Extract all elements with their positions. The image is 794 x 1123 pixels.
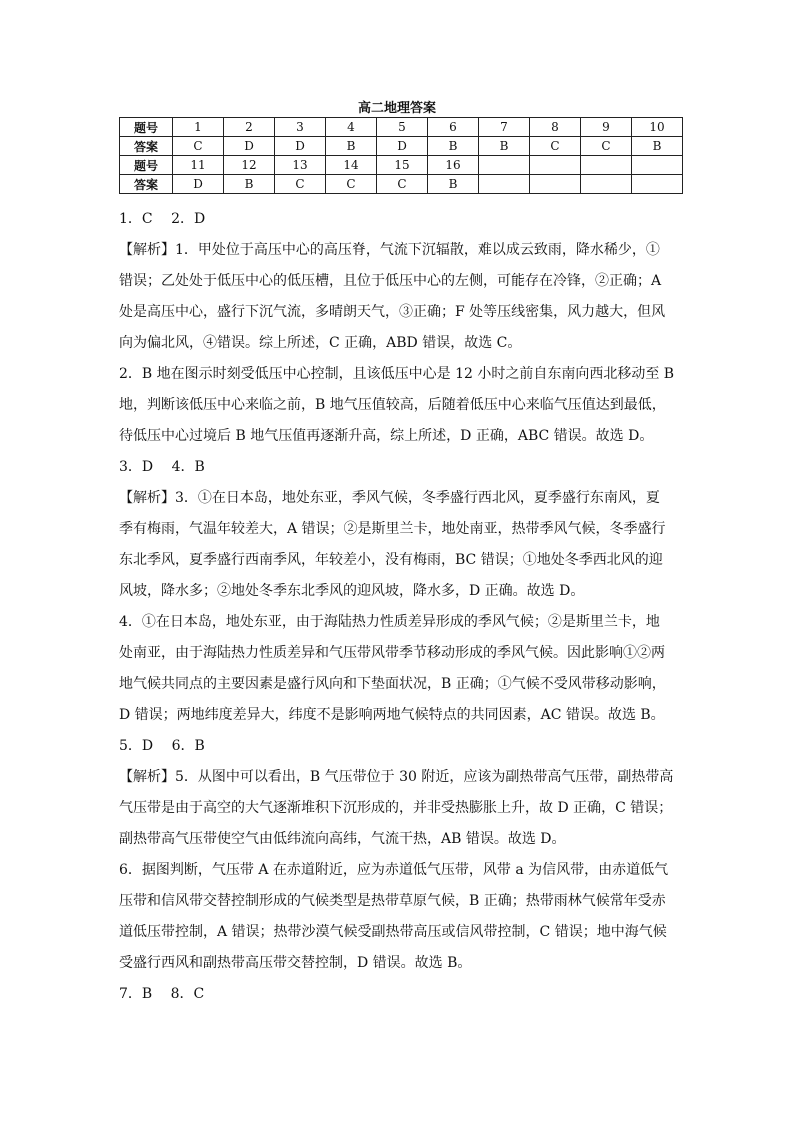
row-header-question: 题号: [120, 118, 173, 137]
table-cell: B: [428, 137, 479, 156]
table-cell: D: [377, 137, 428, 156]
table-row: [120, 156, 683, 175]
table-cell: [632, 175, 683, 194]
text-line: 4．①在日本岛，地处东亚，由于海陆热力性质差异形成的季风气候；②是斯里兰卡，地: [119, 614, 660, 630]
table-cell: C: [530, 137, 581, 156]
table-cell: [530, 175, 581, 194]
answer-explanations: [119, 204, 675, 1010]
text-line: 5．D 6．B: [119, 738, 205, 754]
text-line: 风坡，降水多；②地处冬季东北季风的迎风坡，降水多，D 正确。故选 D。: [119, 583, 585, 599]
table-cell: D: [224, 137, 275, 156]
text-line: 地气候共同点的主要因素是盛行风向和下垫面状况，B 正确；①气候不受风带移动影响，: [119, 676, 666, 692]
table-cell: 16: [428, 156, 479, 175]
row-header-question: 题号: [120, 156, 173, 175]
text-line: 【解析】1．甲处位于高压中心的高压脊，气流下沉辐散，难以成云致雨，降水稀少，①: [119, 242, 660, 258]
table-cell: 8: [530, 118, 581, 137]
text-line: 7．B 8．C: [119, 986, 205, 1002]
table-cell: 9: [581, 118, 632, 137]
table-cell: 5: [377, 118, 428, 137]
row-header-answer: 答案: [120, 175, 173, 194]
table-row: [120, 118, 683, 137]
table-cell: 7: [479, 118, 530, 137]
answer-table: [119, 117, 683, 194]
text-line: 处南亚，由于海陆热力性质差异和气压带风带季节移动形成的季风气候。因此影响①②两: [119, 645, 665, 661]
text-line: D 错误；两地纬度差异大，纬度不是影响两地气候特点的共同因素，AC 错误。故选 B。: [119, 707, 665, 723]
table-cell: 2: [224, 118, 275, 137]
table-cell: B: [428, 175, 479, 194]
table-cell: [632, 156, 683, 175]
table-cell: B: [479, 137, 530, 156]
text-line: 6．据图判断，气压带 A 在赤道附近，应为赤道低气压带，风带 a 为信风带，由赤道低气: [119, 862, 669, 878]
table-cell: C: [173, 137, 224, 156]
table-cell: 4: [326, 118, 377, 137]
text-line: 季有梅雨，气温年较差大，A 错误；②是斯里兰卡，地处南亚，热带季风气候，冬季盛行: [119, 521, 666, 537]
text-line: 处是高压中心，盛行下沉气流，多晴朗天气，③正确；F 处等压线密集，风力越大，但风: [119, 304, 666, 320]
text-line: 东北季风，夏季盛行西南季风，年较差小，没有梅雨，BC 错误；①地处冬季西北风的迎: [119, 552, 663, 568]
table-cell: 1: [173, 118, 224, 137]
table-cell: B: [224, 175, 275, 194]
table-cell: [581, 156, 632, 175]
row-header-answer: 答案: [120, 137, 173, 156]
text-line: 向为偏北风，④错误。综上所述，C 正确，ABD 错误，故选 C。: [119, 335, 522, 351]
text-line: 3．D 4．B: [119, 459, 205, 475]
table-cell: D: [275, 137, 326, 156]
table-row: [120, 137, 683, 156]
page-title: 高二地理答案: [357, 101, 436, 116]
table-cell: C: [581, 137, 632, 156]
text-line: 【解析】5．从图中可以看出，B 气压带位于 30 附近，应该为副热带高气压带，副热带高: [119, 769, 674, 785]
table-cell: C: [377, 175, 428, 194]
text-line: 受盛行西风和副热带高压带交替控制，D 错误。故选 B。: [119, 955, 472, 971]
text-line: 2．B 地在图示时刻受低压中心控制，且该低压中心是 12 小时之前自东南向西北移动至 B: [119, 366, 675, 382]
table-cell: C: [275, 175, 326, 194]
text-line: 压带和信风带交替控制形成的气候类型是热带草原气候，B 正确；热带雨林气候常年受赤: [119, 893, 666, 909]
text-line: 错误；乙处处于低压中心的低压槽，且位于低压中心的左侧，可能存在冷锋，②正确；A: [119, 273, 662, 289]
table-cell: [530, 156, 581, 175]
table-cell: 12: [224, 156, 275, 175]
text-line: 1．C 2．D: [119, 211, 206, 227]
text-line: 道低压带控制，A 错误；热带沙漠气候受副热带高压或信风带控制，C 错误；地中海气候: [119, 924, 667, 940]
table-cell: 3: [275, 118, 326, 137]
text-line: 【解析】3．①在日本岛，地处东亚，季风气候，冬季盛行西北风，夏季盛行东南风，夏: [119, 490, 660, 506]
table-cell: [581, 175, 632, 194]
table-cell: 6: [428, 118, 479, 137]
table-cell: D: [173, 175, 224, 194]
text-line: 地，判断该低压中心来临之前，B 地气压值较高，后随着低压中心来临气压值达到最低，: [119, 397, 666, 413]
table-cell: C: [326, 175, 377, 194]
table-cell: 14: [326, 156, 377, 175]
table-cell: B: [632, 137, 683, 156]
table-cell: B: [326, 137, 377, 156]
table-row: [120, 175, 683, 194]
table-cell: 13: [275, 156, 326, 175]
table-cell: [479, 156, 530, 175]
table-cell: 11: [173, 156, 224, 175]
table-cell: [479, 175, 530, 194]
table-cell: 10: [632, 118, 683, 137]
text-line: 副热带高气压带使空气由低纬流向高纬，气流干热，AB 错误。故选 D。: [119, 831, 566, 847]
table-cell: 15: [377, 156, 428, 175]
text-line: 待低压中心过境后 B 地气压值再逐渐升高，综上所述，D 正确，ABC 错误。故选 D。: [119, 428, 654, 444]
text-line: 气压带是由于高空的大气逐渐堆积下沉形成的，并非受热膨胀上升，故 D 正确，C 错误；: [119, 800, 673, 816]
